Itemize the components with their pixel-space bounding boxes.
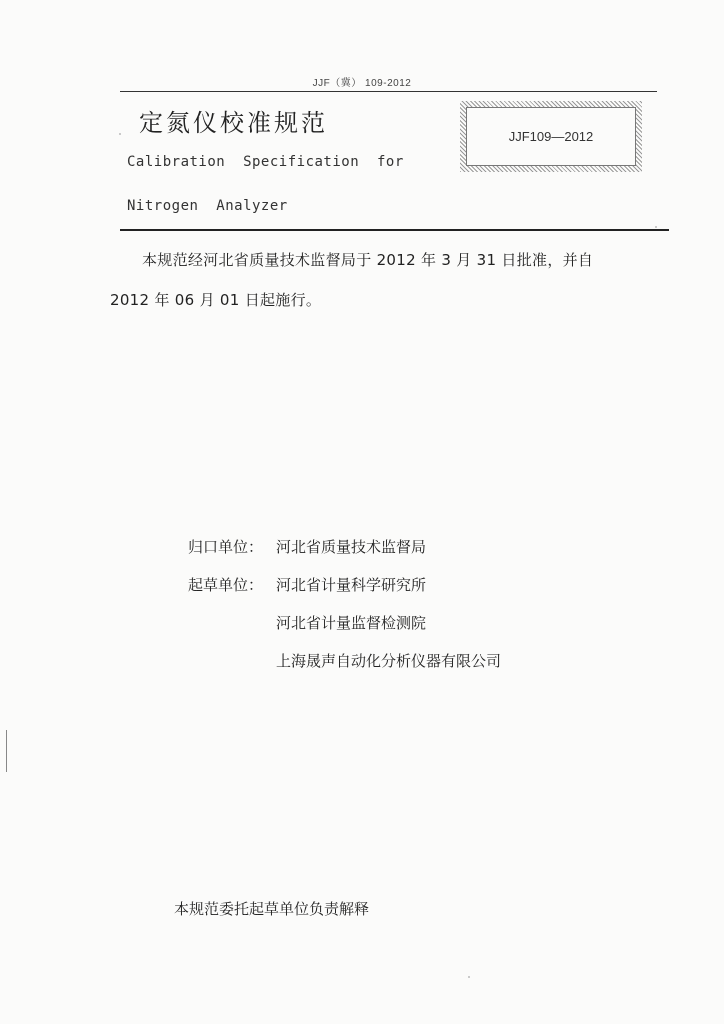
responsible-unit-value: 河北省质量技术监督局 — [276, 538, 427, 556]
scan-margin-mark — [6, 730, 7, 772]
units-block — [188, 537, 501, 689]
drafting-unit-value: 河北省计量科学研究所 — [276, 576, 427, 594]
drafting-unit-row — [188, 575, 501, 613]
drafting-unit-label: 起草单位： — [188, 576, 264, 594]
standard-code-header: JJF（冀） 109-2012 — [312, 78, 412, 89]
responsible-unit-label: 归口单位： — [188, 538, 264, 556]
title-english-line2: Nitrogen Analyzer — [127, 198, 288, 214]
header-rule — [120, 91, 657, 92]
title-rule — [120, 229, 669, 231]
approval-line-2: 2012 年 06 月 01 日起施行。 — [110, 291, 322, 309]
title-chinese: 定氮仪校准规范 — [139, 109, 328, 137]
drafting-unit-value: 河北省计量监督检测院 — [276, 614, 427, 632]
title-english-line1: Calibration Specification for — [127, 154, 404, 170]
scan-speck — [468, 976, 470, 978]
interpretation-note: 本规范委托起草单位负责解释 — [174, 900, 370, 918]
drafting-unit-value: 上海晟声自动化分析仪器有限公司 — [276, 652, 502, 670]
approval-line-1: 本规范经河北省质量技术监督局于 2012 年 3 月 31 日批准，并自 — [142, 251, 594, 269]
standard-code-box — [460, 101, 642, 172]
drafting-unit-row — [188, 613, 501, 651]
standard-code-box-text: JJF109—2012 — [466, 107, 636, 166]
drafting-unit-row — [188, 651, 501, 689]
scan-speck — [119, 133, 121, 135]
responsible-unit-row — [188, 537, 501, 575]
scan-speck — [655, 226, 657, 228]
